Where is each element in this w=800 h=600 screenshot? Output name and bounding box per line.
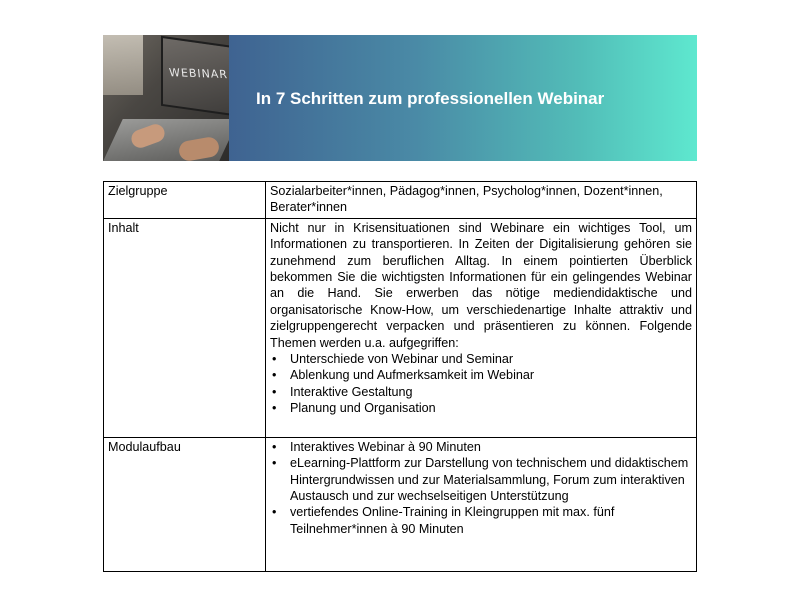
modulaufbau-list (270, 439, 692, 537)
inhalt-label: Inhalt (104, 218, 266, 437)
table-row-zielgruppe (104, 182, 697, 219)
laptop-screen-text: WEBINAR (168, 65, 229, 82)
list-item: • vertiefendes Online-Training in Kleingruppen mit max. fünf Teilnehmer*innen à 90 Minuten (270, 504, 692, 537)
modulaufbau-cell (266, 437, 697, 571)
course-info-table (103, 181, 697, 572)
zielgruppe-label: Zielgruppe (104, 182, 266, 219)
photo-background (103, 35, 143, 95)
table-row-inhalt (104, 218, 697, 437)
zielgruppe-text: Sozialarbeiter*innen, Pädagog*innen, Psycholog*innen, Dozent*innen, Berater*innen (266, 182, 697, 219)
webinar-laptop-photo (103, 35, 229, 161)
list-item: • Unterschiede von Webinar und Seminar (270, 351, 692, 367)
modulaufbau-label: Modulaufbau (104, 437, 266, 571)
title-area (229, 35, 697, 161)
list-item: • Ablenkung und Aufmerksamkeit im Webinar (270, 367, 692, 383)
header-banner (103, 35, 697, 161)
page-title: In 7 Schritten zum professionellen Webinar (256, 89, 605, 108)
inhalt-cell (266, 218, 697, 437)
list-item: • Planung und Organisation (270, 400, 692, 416)
table-row-modulaufbau (104, 437, 697, 571)
inhalt-text: Nicht nur in Krisensituationen sind Webinare ein wichtiges Tool, um Informationen zu transportieren. In Zeiten der Digitalisierung gehören sie zunehmend zum beruflichen Alltag. In einem pointierten Überblick bekommen Sie die wichtigsten Informationen für ein gelingendes Webinar an die Hand. Sie erwerben das nötige mediendidaktische und organisatorische Know-How, um verschiedenartige Inhalte attraktiv und zielgruppengerecht verpacken und präsentieren zu können. Folgende Themen werden u.a. aufgegriffen: (270, 220, 692, 350)
laptop-screen (161, 36, 229, 116)
list-item: • eLearning-Plattform zur Darstellung von technischem und didaktischem Hintergrundwissen und zur Materialsammlung, Forum zum interaktiven Austausch und zur wechselseitigen Unterstützung (270, 455, 692, 504)
list-item: • Interaktives Webinar à 90 Minuten (270, 439, 692, 455)
inhalt-topic-list (270, 351, 692, 417)
list-item: • Interaktive Gestaltung (270, 384, 692, 400)
